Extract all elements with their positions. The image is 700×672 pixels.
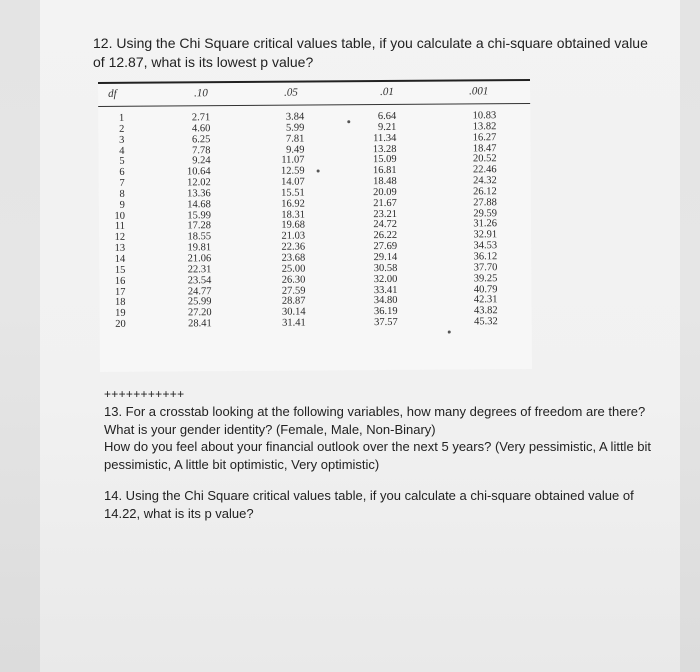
critical-value-cell: 34.53: [473, 240, 498, 252]
df-cell: 5: [119, 156, 125, 168]
critical-value-cell: 28.41: [188, 318, 212, 330]
critical-value-cell: 7.81: [285, 133, 305, 145]
critical-value-cell: 42.31: [473, 294, 498, 306]
critical-value-cell: 18.48: [373, 175, 397, 188]
critical-value-cell: 32.91: [473, 229, 498, 241]
df-cell: 1: [118, 112, 125, 124]
critical-value-cell: 40.79: [473, 283, 498, 295]
critical-value-cell: 12.59: [280, 165, 305, 177]
separator-line: +++++++++++: [104, 387, 185, 401]
critical-value-cell: 16.92: [281, 198, 305, 210]
critical-value-cell: 26.30: [281, 274, 306, 286]
critical-value-cell: 6.25: [191, 133, 211, 146]
critical-value-cell: 27.69: [373, 241, 398, 253]
critical-value-cell: 27.88: [473, 196, 497, 209]
critical-value-cell: 29.59: [473, 207, 497, 219]
critical-value-cell: 39.25: [473, 272, 498, 285]
critical-value-cell: 21.03: [281, 230, 306, 243]
column-p001: [464, 111, 498, 328]
pen-mark-dot: [448, 331, 451, 334]
critical-value-cell: 9.24: [192, 155, 211, 167]
df-cell: 12: [114, 232, 126, 244]
critical-value-cell: 16.27: [472, 131, 497, 144]
header-p05: .05: [284, 86, 298, 99]
critical-value-cell: 25.99: [187, 296, 212, 308]
critical-value-cell: 45.32: [474, 316, 498, 328]
df-cell: 2: [119, 123, 125, 135]
critical-value-cell: 18.47: [472, 142, 497, 154]
critical-value-cell: 43.82: [473, 305, 498, 317]
critical-value-cell: 23.54: [187, 274, 212, 287]
critical-value-cell: 11.07: [281, 154, 305, 167]
critical-value-cell: 22.46: [472, 164, 497, 176]
critical-value-cell: 18.55: [187, 231, 212, 243]
df-cell: 16: [114, 275, 126, 287]
header-df: df: [108, 87, 117, 100]
df-cell: 20: [115, 318, 126, 330]
critical-value-cell: 14.07: [281, 176, 305, 188]
critical-value-cell: 31.41: [282, 317, 306, 329]
df-cell: 8: [119, 188, 125, 200]
df-cell: 6: [119, 167, 125, 179]
critical-value-cell: 9.49: [286, 144, 305, 156]
df-cell: 9: [119, 199, 125, 211]
df-cell: 13: [114, 242, 126, 255]
critical-value-cell: 17.28: [187, 220, 212, 232]
pen-mark-dot: [347, 120, 350, 123]
df-cell: 10: [114, 210, 125, 222]
critical-value-cell: 23.21: [373, 208, 397, 220]
header-p001: .001: [469, 85, 489, 98]
critical-value-cell: 26.12: [473, 186, 497, 198]
critical-value-cell: 15.51: [281, 187, 305, 199]
df-cell: 19: [115, 308, 126, 320]
critical-value-cell: 23.68: [281, 252, 306, 264]
critical-value-cell: 14.68: [187, 198, 211, 211]
critical-value-cell: 16.81: [372, 165, 397, 177]
df-cell: 3: [119, 134, 125, 146]
table-header-rule: [98, 103, 530, 107]
critical-value-cell: 25.00: [281, 263, 306, 275]
critical-value-cell: 33.41: [373, 284, 398, 296]
critical-value-cell: 15.99: [187, 209, 211, 221]
df-cell: 18: [115, 297, 126, 309]
column-p05: [272, 113, 306, 330]
df-cell: 11: [114, 221, 126, 233]
question-12: 12. Using the Chi Square critical values table, if you calculate a chi-square obtained value of 12.87, what is its lowest p value?: [93, 35, 648, 70]
df-cell: 17: [114, 286, 126, 298]
header-p01: .01: [380, 85, 394, 99]
critical-value-cell: 36.12: [473, 251, 498, 263]
critical-value-cell: 24.72: [373, 219, 398, 231]
column-df: [102, 114, 126, 331]
critical-value-cell: 4.60: [191, 123, 211, 135]
critical-value-cell: 20.52: [472, 153, 497, 165]
question-13: [104, 403, 664, 473]
critical-value-cell: 31.26: [473, 218, 498, 230]
critical-value-cell: 24.77: [187, 285, 212, 297]
df-cell: 4: [119, 145, 125, 157]
column-p01: [364, 112, 398, 329]
question-13-variable-2: How do you feel about your financial outlook over the next 5 years? (Very pessimistic, A little bit pessimistic, A little bit optimistic, Very optimistic): [104, 439, 652, 472]
critical-value-cell: 9.21: [377, 121, 397, 133]
critical-value-cell: 27.59: [281, 285, 306, 297]
critical-value-cell: 20.09: [373, 186, 397, 198]
critical-value-cell: 13.82: [472, 121, 497, 133]
critical-value-cell: 28.87: [281, 295, 306, 308]
critical-value-cell: 30.58: [373, 262, 398, 274]
critical-value-cell: 13.28: [372, 143, 397, 155]
critical-value-cell: 3.84: [285, 111, 305, 123]
critical-value-cell: 5.99: [285, 122, 305, 134]
critical-value-cell: 26.22: [373, 230, 398, 242]
critical-value-cell: 24.32: [473, 175, 497, 187]
critical-value-cell: 12.02: [187, 177, 211, 189]
question-13-prompt: 13. For a crosstab looking at the following variables, how many degrees of freedom are there?: [104, 404, 646, 419]
critical-value-cell: 10.64: [186, 166, 211, 178]
critical-value-cell: 37.57: [374, 316, 398, 329]
critical-value-cell: 22.36: [281, 241, 306, 253]
df-cell: 7: [119, 177, 125, 189]
df-cell: 14: [114, 253, 126, 265]
critical-value-cell: 7.78: [192, 144, 211, 156]
critical-value-cell: 13.36: [187, 188, 211, 200]
critical-value-cell: 34.80: [373, 295, 398, 307]
critical-value-cell: 19.81: [187, 242, 212, 254]
critical-value-cell: 10.83: [472, 110, 497, 122]
critical-value-cell: 2.71: [191, 112, 211, 124]
critical-value-cell: 37.70: [473, 262, 498, 274]
critical-value-cell: 18.31: [281, 209, 305, 221]
critical-value-cell: 27.20: [187, 307, 212, 319]
chi-square-critical-values-table: [98, 79, 532, 372]
header-p10: .10: [194, 87, 208, 100]
critical-value-cell: 29.14: [373, 251, 398, 264]
critical-value-cell: 22.31: [187, 264, 212, 276]
critical-value-cell: 19.68: [281, 219, 306, 232]
column-p10: [178, 113, 212, 330]
critical-value-cell: 36.19: [373, 306, 398, 318]
df-cell: 15: [114, 264, 126, 276]
critical-value-cell: 32.00: [373, 273, 398, 285]
critical-value-cell: 11.34: [373, 132, 397, 144]
critical-value-cell: 6.64: [377, 110, 397, 123]
critical-value-cell: 15.09: [372, 154, 397, 166]
question-14: 14. Using the Chi Square critical values table, if you calculate a chi-square obtained value of 14.22, what is its p value?: [104, 488, 634, 521]
pen-mark-dot: [317, 169, 320, 172]
critical-value-cell: 30.14: [281, 306, 306, 318]
critical-value-cell: 21.06: [187, 253, 212, 265]
critical-value-cell: 21.67: [373, 197, 397, 209]
question-13-variable-1: What is your gender identity? (Female, Male, Non-Binary): [104, 421, 436, 437]
